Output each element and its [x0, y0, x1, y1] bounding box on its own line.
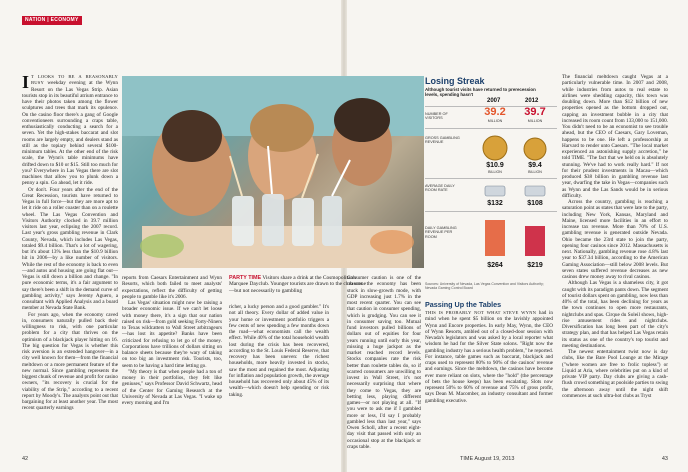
unit-visitors-2012: MILLION	[527, 119, 543, 123]
paragraph: For years ago, when the economy caved in, consumers naturally pulled back their willingness to risk, with one particular problem for a city that thrives on the optimism of a blackjack player hitting on 16. The big question for Vegas is whether this risk aversion is an extended hangover—in a city well known for them—from the financial meltdown or a more permanent feature of the new normal. Since gambling represents the biggest chunk of revenue and profit for casino owners, "its recovery is crucial for the viability of the Strip," according to a recent report by Moody's. The analysts point out that bargaining for at least another year. The most recent quarterly earnings	[22, 311, 118, 412]
paragraph: Las Vegas' situation might now be raising a broader economic issue. If we can't let loose with money there, it's a sign that our nation raised on risk—from gold seeking Forty-Niners to Texas wildcatters to Wall Street arbitrageurs—has lost its appetite? Banks have been criticized for refusing to let go of the money. Corporations have trillions of dollars sitting on balance sheets because they're wary of taking on too big an investment risk. Tourists, too, seem to be having a hard time letting go.	[122, 300, 222, 369]
article-column-1	[22, 74, 118, 454]
unit-gambling-revenue-2007: BILLION	[488, 170, 502, 174]
drop-cap: I	[22, 72, 30, 92]
article-column-6	[562, 74, 668, 456]
caption-text: Visitors share a drink at the Cosmopolitan's Marquee Dayclub. Younger tourists are drawn to the club scene—but not necessarily to gambling	[229, 275, 366, 294]
section-tag: NATION | ECONOMY	[22, 16, 82, 25]
divider	[425, 178, 557, 179]
sidebar-headline: Passing Up the Tables	[425, 300, 502, 309]
row-label-visitors: NUMBER OF VISITORS	[425, 112, 448, 121]
value-gambling-revenue-2007: $10.9	[486, 162, 504, 169]
value-daily-revenue-2007: $264	[487, 262, 503, 269]
paragraph: "My theory is that when people had a ton of money in their portfolios, they felt like geniuses," says Professor David Schwartz, head of the Center for Gaming Research at the University of Nevada at Las Vegas. "I wake up every morning and I'm	[122, 368, 222, 406]
running-foot: TIME August 19, 2013	[460, 456, 515, 462]
value-visitors-2007: 39.2	[484, 106, 506, 118]
page-number-right: 43	[661, 456, 668, 462]
paragraph: Consumer caution is one of the reasons the economy has been stuck in slow-growth mode, with GDP increasing just 1.7% in the most recent quarter. You can see that caution in consumer spending, which is grudging. You can see it in consumer saving too. Mutual fund investors pulled billions of dollars out of equities for four years running until early this year, missing a huge jackpot as the market reached record levels. Stocks companies rate the risk better than roulette tables do, so if scarred consumers are unwilling to invest in Wall Street, it's not necessarily surprising that where they come to Vegas, they are betting less, playing different games—or not playing at all. "If you were to ask me if I gambled more or less, I'd say I probably gambled less than last year," says Owen Scholl, after a recent eight-day visit that passed with only an occasional stop at the blackjack or craps table.	[347, 275, 421, 450]
row-label-room-rate: AVERAGE DAILY ROOM RATE	[425, 184, 455, 193]
sidebar-text	[425, 310, 553, 455]
sidebar-lead-in: THIS IS PROBABLY NOT WHAT STEVE WYNN	[425, 310, 537, 315]
column-header-2007: 2007	[487, 98, 501, 104]
caption-kicker: PARTY TIME	[229, 275, 262, 281]
coin-stack-2012	[524, 138, 546, 160]
article-column-2	[122, 275, 222, 455]
column-header-2012: 2012	[525, 98, 539, 104]
paragraph: Although Las Vegas is a shameless city, it got caught with its paradigm pants down. The segment of tourist dollars spent on gambling, now less than 40% of the total, has been declining for years as the town continues to open more restaurants, nightclubs and spas. Cirque du Soleil shows, high-rise amusement rides and nightclubs. Diversification has long been part of the city's strategy plan, and that has helped Las Vegas retain its status as one of the country's top tourist and meeting destinations.	[562, 280, 668, 349]
graphic-title: Losing Streak	[425, 76, 485, 86]
paragraph: The newest entertainment twist now is day clubs, like the Bare Pool Lounge at the Mirage ("where women are free to frolic topless") or Liquid at Aria, where celebrities put on a kind of private VIP party. Day clubs are giving a cash-flush crowd something at poolside parties to swing the afternoon away until the night shift commences at such ultra-hot clubs as Tryst	[562, 349, 668, 399]
lead-paragraph	[22, 74, 118, 187]
article-column-4	[347, 275, 421, 455]
graphic-subtitle: Although tourist visits have returned to prerecession levels, spending hasn't	[425, 87, 536, 98]
paragraph: reports from Caesars Entertainment and Wynn Resorts, which both failed to meet analysts' expectations, reflect the difficulty of getting people to gamble like it's 2006.	[122, 275, 222, 300]
coin-stack-2007	[483, 136, 507, 160]
party-photo-illustration	[122, 76, 424, 268]
unit-gambling-revenue-2012: BILLION	[528, 170, 542, 174]
divider	[425, 211, 557, 212]
bed-icon-2012	[525, 186, 545, 196]
paragraph: Across the country, gambling is reaching a saturation point as states that were late to the party, including New York, Kansas, Maryland and Maine, licensed more facilities in an effort to increase tax revenue. More than 70% of U.S. gambling revenue is generated outside Nevada. Ohio became the 23rd state to join the party, opening four casinos since 2012. Massachusetts is next. Nationally, gambling revenue rose 4.8% last year to $37.34 billion, according to the American Gaming Association—still below 2008 levels. But seven states suffered revenue decreases as new casinos drew money away to rival casinos.	[562, 199, 668, 280]
value-visitors-2012: 39.7	[524, 106, 546, 118]
paragraph: richer, a lucky person and a good gambler." It's not all theory. Every dollar of added value in your home or investment portfolio triggers a few cents of new spending a few months down the road—what economists call the wealth effect. While 40% of the total household wealth lost during the crisis has been recovered, according to the St. Louis Federal Reserve, that recovery has been uneven: the richest households, more heavily invested in stocks, saw the most and regained the most. Adjusting for inflation and population growth, the average household has recovered only about 45% of its wealth—which doesn't help spending or risk taking.	[229, 304, 329, 398]
bed-icon-2007	[485, 186, 505, 196]
lead-in: T LOOKS TO BE A REASONABLY BUSY	[31, 74, 118, 86]
chip-stack-graphic	[425, 214, 557, 262]
paragraph: The financial meltdown caught Vegas at a particularly vulnerable time. In 2007 and 2008, while industries from autos to real estate to airlines were shedding capacity, this town was doubling down. More than $12 billion of new properties opened as the bottom dropped out, capping an investment bubble in a city that increased its room count from 133,000 to 151,000. You didn't need to be an economist to see trouble ahead, but the CEO of Caesars, Gary Loveman, happens to be one. He left a professorship at Harvard to render unto Caesars. "The local market experienced an astonishing supply accretion," he told TIME. "The fact that we held on is absolutely stunning. We've had to work really hard." If not for their prudent investments in Macau—which produced $38 billion in gambling revenue last year, dwarfing the take in Vegas—companies such as Wynn and the Las Sands would be in serious difficulty.	[562, 74, 668, 199]
row-label-gambling-revenue: GROSS GAMBLING REVENUE	[425, 136, 460, 145]
unit-visitors-2007: MILLION	[487, 119, 503, 123]
losing-streak-graphic	[425, 76, 557, 291]
paragraph	[425, 310, 553, 404]
sidebar-body: had in mind when he spent $5 billion on the lavishly appointed Wynn and Encore properties. In early May, Wynn, the CEO of Wynn Resorts, ambled out of a closed-door session with Nevada's legislators and was asked by a local reporter what wisdom he had for the Silver State solons. "Right now the gambling industry has a serious health problem," he reported. For instance, table games such as baccarat, blackjack and craps used to represent 80% to 90% of the casinos' revenue and earnings. Since the meltdown, the casinos have become ever more reliant on slots, where the "hold" (the percentage of bets the house keeps) has been escalating. Slots now represent 50% to 60% of revenue and 75% of gross profit, says Dean M. Macomber, an industry consultant and former gambling executive.	[425, 310, 554, 404]
chip-stack-2012	[525, 226, 545, 256]
graphic-source: Sources: University of Nevada, Las Vegas Convention and Visitors Authority; Nevada Gaming Control Board	[425, 282, 544, 291]
value-daily-revenue-2012: $219	[527, 262, 543, 269]
paragraph: Or don't. Four years after the end of the Great Recession, tourists have returned to Vegas in full force—but they are more apt to let it ride on a roller coaster than on a roulette wheel. The Las Vegas Convention and Visitors Authority clocked in 39.7 million visitors last year, eclipsing the 2007 record. Last year's gross gambling revenue in Clark County, Nevada, which includes Las Vegas, totaled $9.4 billion. That's a lot of wagering, but it's about 13% less than the $10.9 billion hit in 2006—by a like number of visitors. While the rest of the economy is back to even—and autos and housing are going flat out—Vegas is still down a billion and change. "In pure economic terms, it's a fair argument to say there's been a shift in the demand curve of gambling activity," says Jeremy Aguero, a consultant with Applied Analysis and a board member at Nevada State Bank.	[22, 186, 118, 312]
divider	[425, 128, 557, 129]
value-room-rate-2012: $108	[527, 200, 543, 207]
page-number-left: 42	[22, 456, 29, 462]
article-column-3	[229, 304, 329, 454]
row-label-daily-revenue-per-room: DAILY GAMBLING REVENUE PER ROOM	[425, 226, 457, 239]
value-gambling-revenue-2012: $9.4	[528, 162, 542, 169]
value-room-rate-2007: $132	[487, 200, 503, 207]
party-photo	[122, 76, 424, 268]
paragraph: weekday evening at the Wynn Resort on the Las Vegas Strip. Asian tourists stop in its beautiful atrium entrance to have their photos taken among the flower sculptures and trees that mark its opulence. On the casino floor there's a gang of Google conventioneers surrounding a craps table, enthusiastically conducting a search for a seven. Yet the high-stakes baccarat and slot rooms are largely empty, and dealers stand as still as the topiary behind several $100-minimum tables. At the other end of the risk scale, the Wynn's table minimums have drifted down to $10 or $15. Still too much for you? Everywhere in Las Vegas there are slot machines that allow you to plunk down a penny a spin. Go ahead, let it ride.	[22, 80, 118, 187]
chip-stack-2007	[485, 220, 505, 256]
